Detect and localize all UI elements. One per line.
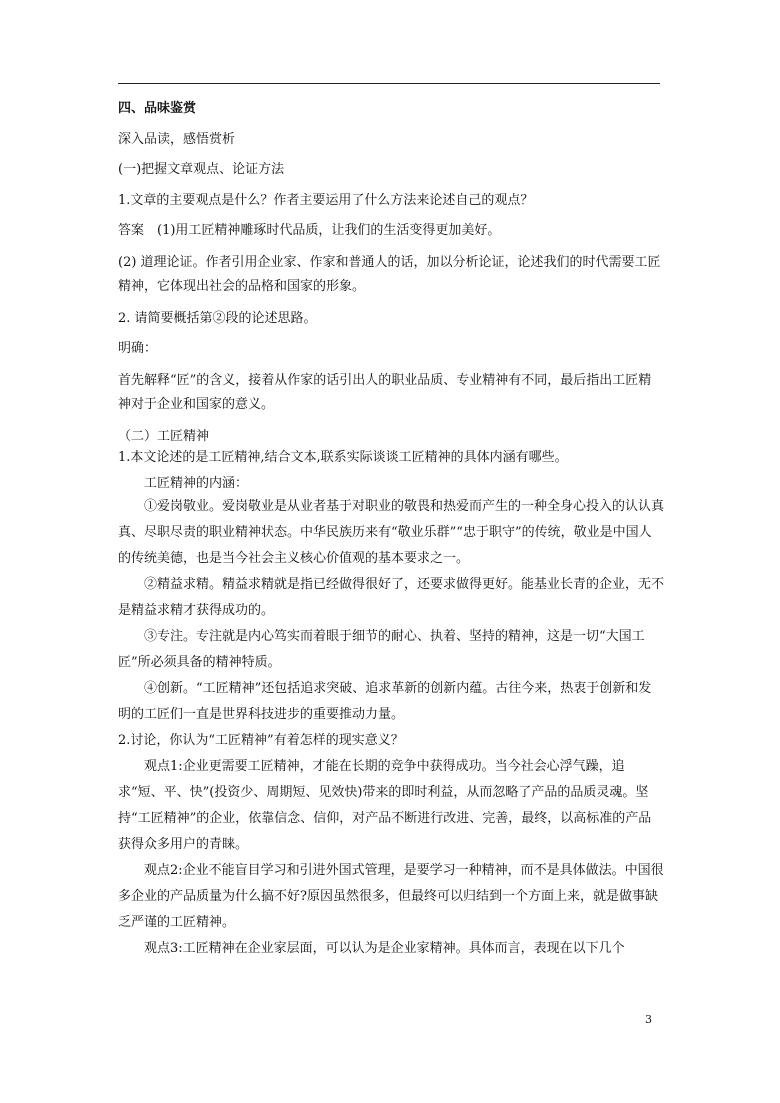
intro-line: 深入品读，感悟赏析	[118, 131, 236, 147]
question-1: 1.文章的主要观点是什么？作者主要运用了什么方法来论述自己的观点？	[118, 192, 534, 208]
part1-title: (一)把握文章观点、论证方法	[118, 162, 285, 177]
question-3: 1.本文论述的是工匠精神,结合文本,联系实际谈谈工匠精神的具体内涵有哪些。	[118, 450, 568, 465]
answer-2: (2) 道理论证。作者引用企业家、作家和普通人的话，加以分析论证，论述我们的时代需要工匠精神，它体现出社会的品格和国家的形象。	[118, 254, 661, 294]
question-2: 2. 请简要概括第②段的论述思路。	[118, 310, 317, 326]
question-4: 2.讨论，你认为“工匠精神”有着怎样的现实意义？	[118, 733, 404, 748]
header-rule	[118, 83, 660, 84]
document-body	[118, 96, 664, 962]
viewpoint-2: 观点2:企业不能盲目学习和引进外国式管理，是要学习一种精神，而不是具体做法。中国很多企业的产品质量为什么搞不好?原因虽然很多，但最终可以归结到一个方面上来，就是做事缺乏严谨的工匠精神。	[118, 863, 664, 930]
connotation-1: ①爱岗敬业。爱岗敬业是从业者基于对职业的敬畏和热爱而产生的一种全身心投入的认认真真、尽职尽责的职业精神状态。中华民族历来有“敬业乐群”“忠于职守”的传统，敬业是中国人的传统美德，也是当今社会主义核心价值观的基本要求之一。	[118, 499, 665, 566]
viewpoint-1: 观点1:企业更需要工匠精神，才能在长期的竞争中获得成功。当今社会心浮气躁，追求“短、平、快”(投资少、周期短、见效快)带来的即时利益，从而忽略了产品的品质灵魂。坚持“工匠精神”的企业，依靠信念、信仰，对产品不断进行改进、完善，最终，以高标准的产品获得众多用户的青睐。	[118, 759, 652, 852]
part2-title: （二）工匠精神	[118, 428, 210, 444]
clarify-label: 明确：	[118, 341, 158, 356]
viewpoint-3: 观点3:工匠精神在企业家层面，可以认为是企业家精神。具体而言，表现在以下几个	[144, 941, 625, 956]
connotation-3: ③专注。专注就是内心笃实而着眼于细节的耐心、执着、坚持的精神，这是一切“大国工匠”所必须具备的精神特质。	[118, 629, 645, 670]
section-heading: 四、品味鉴赏	[118, 101, 197, 116]
connotation-4: ④创新。“工匠精神”还包括追求突破、追求革新的创新内蕴。古往今来，热衷于创新和发明的工匠们一直是世界科技进步的重要推动力量。	[118, 681, 652, 722]
clarify-text: 首先解释“匠”的含义，接着从作家的话引出人的职业品质、专业精神有不同，最后指出工匠精神对于企业和国家的意义。	[118, 372, 652, 412]
connotation-title: 工匠精神的内涵：	[144, 475, 249, 491]
answer-1: 答案 (1)用工匠精神雕琢时代品质，让我们的生活变得更加美好。	[118, 223, 501, 238]
connotation-2: ②精益求精。精益求精就是指已经做得很好了，还要求做得更好。能基业长青的企业，无不是精益求精才获得成功的。	[118, 577, 665, 618]
page-number: 3	[645, 1013, 652, 1026]
